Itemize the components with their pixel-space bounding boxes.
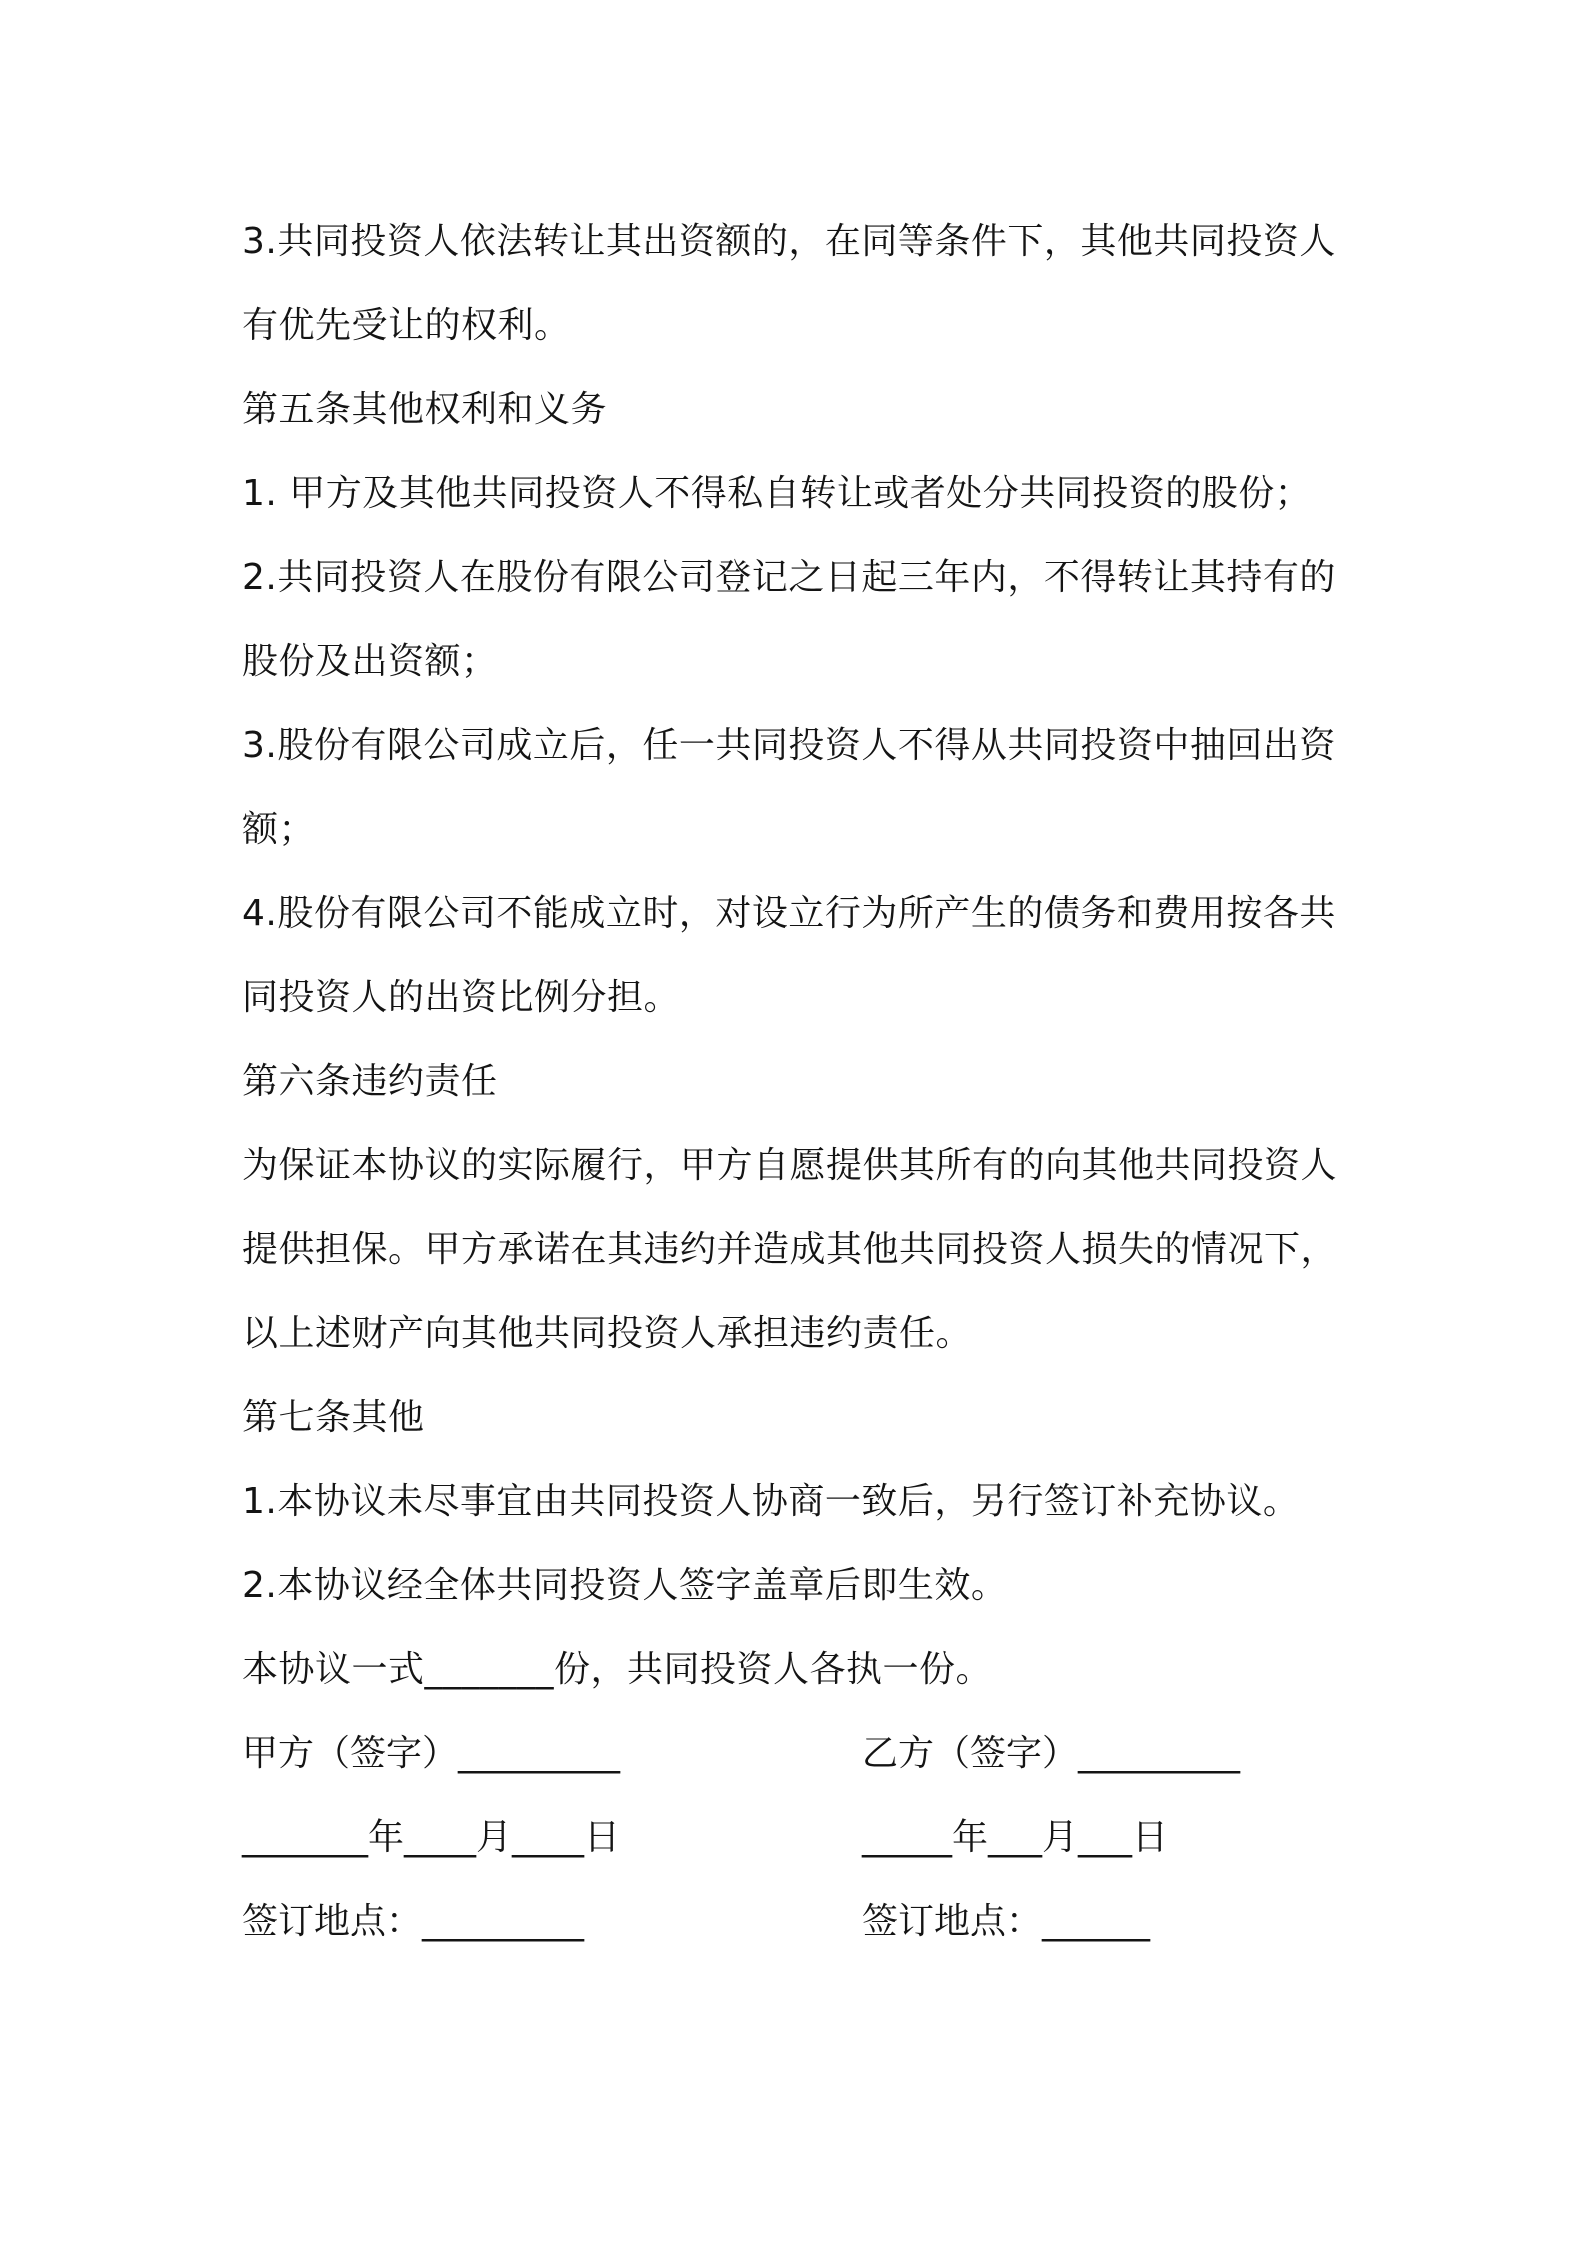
paragraph-line: 4.股份有限公司不能成立时，对设立行为所产生的债务和费用按各共 [242, 893, 1336, 934]
party-b-signature: 乙方（签字）_________ [862, 1733, 1241, 1774]
party-a-signature: 甲方（签字）_________ [242, 1733, 621, 1774]
paragraph-line: 1. 甲方及其他共同投资人不得私自转让或者处分共同投资的股份； [242, 473, 1312, 514]
paragraph-line: 3.共同投资人依法转让其出资额的，在同等条件下，其他共同投资人 [242, 221, 1336, 262]
paragraph-line: 同投资人的出资比例分担。 [242, 977, 681, 1018]
section-heading: 第六条违约责任 [242, 1061, 498, 1102]
paragraph-line: 为保证本协议的实际履行，甲方自愿提供其所有的向其他共同投资人 [242, 1145, 1338, 1186]
date-row [242, 1796, 1362, 1880]
paragraph-line: 1.本协议未尽事宜由共同投资人协商一致后，另行签订补充协议。 [242, 1481, 1300, 1522]
section-heading: 第七条其他 [242, 1397, 425, 1438]
party-b-place: 签订地点：______ [862, 1901, 1151, 1942]
paragraph-line: 3.股份有限公司成立后，任一共同投资人不得从共同投资中抽回出资 [242, 725, 1336, 766]
paragraph-line: 2.本协议经全体共同投资人签字盖章后即生效。 [242, 1565, 1008, 1606]
paragraph-line: 提供担保。甲方承诺在其违约并造成其他共同投资人损失的情况下， [242, 1229, 1338, 1270]
place-row [242, 1880, 1362, 1964]
signature-row [242, 1712, 1362, 1796]
paragraph-line: 本协议一式_______份，共同投资人各执一份。 [242, 1649, 993, 1690]
paragraph-line: 有优先受让的权利。 [242, 305, 571, 346]
paragraph-line: 额； [242, 809, 316, 850]
paragraph-line: 股份及出资额； [242, 641, 498, 682]
document-body [242, 200, 1362, 1964]
party-a-place: 签订地点：_________ [242, 1901, 585, 1942]
paragraph-line: 以上述财产向其他共同投资人承担违约责任。 [242, 1313, 973, 1354]
paragraph-line: 2.共同投资人在股份有限公司登记之日起三年内，不得转让其持有的 [242, 557, 1336, 598]
section-heading: 第五条其他权利和义务 [242, 389, 608, 430]
party-b-date: _____年___月___日 [862, 1817, 1169, 1858]
party-a-date: _______年____月____日 [242, 1817, 620, 1858]
